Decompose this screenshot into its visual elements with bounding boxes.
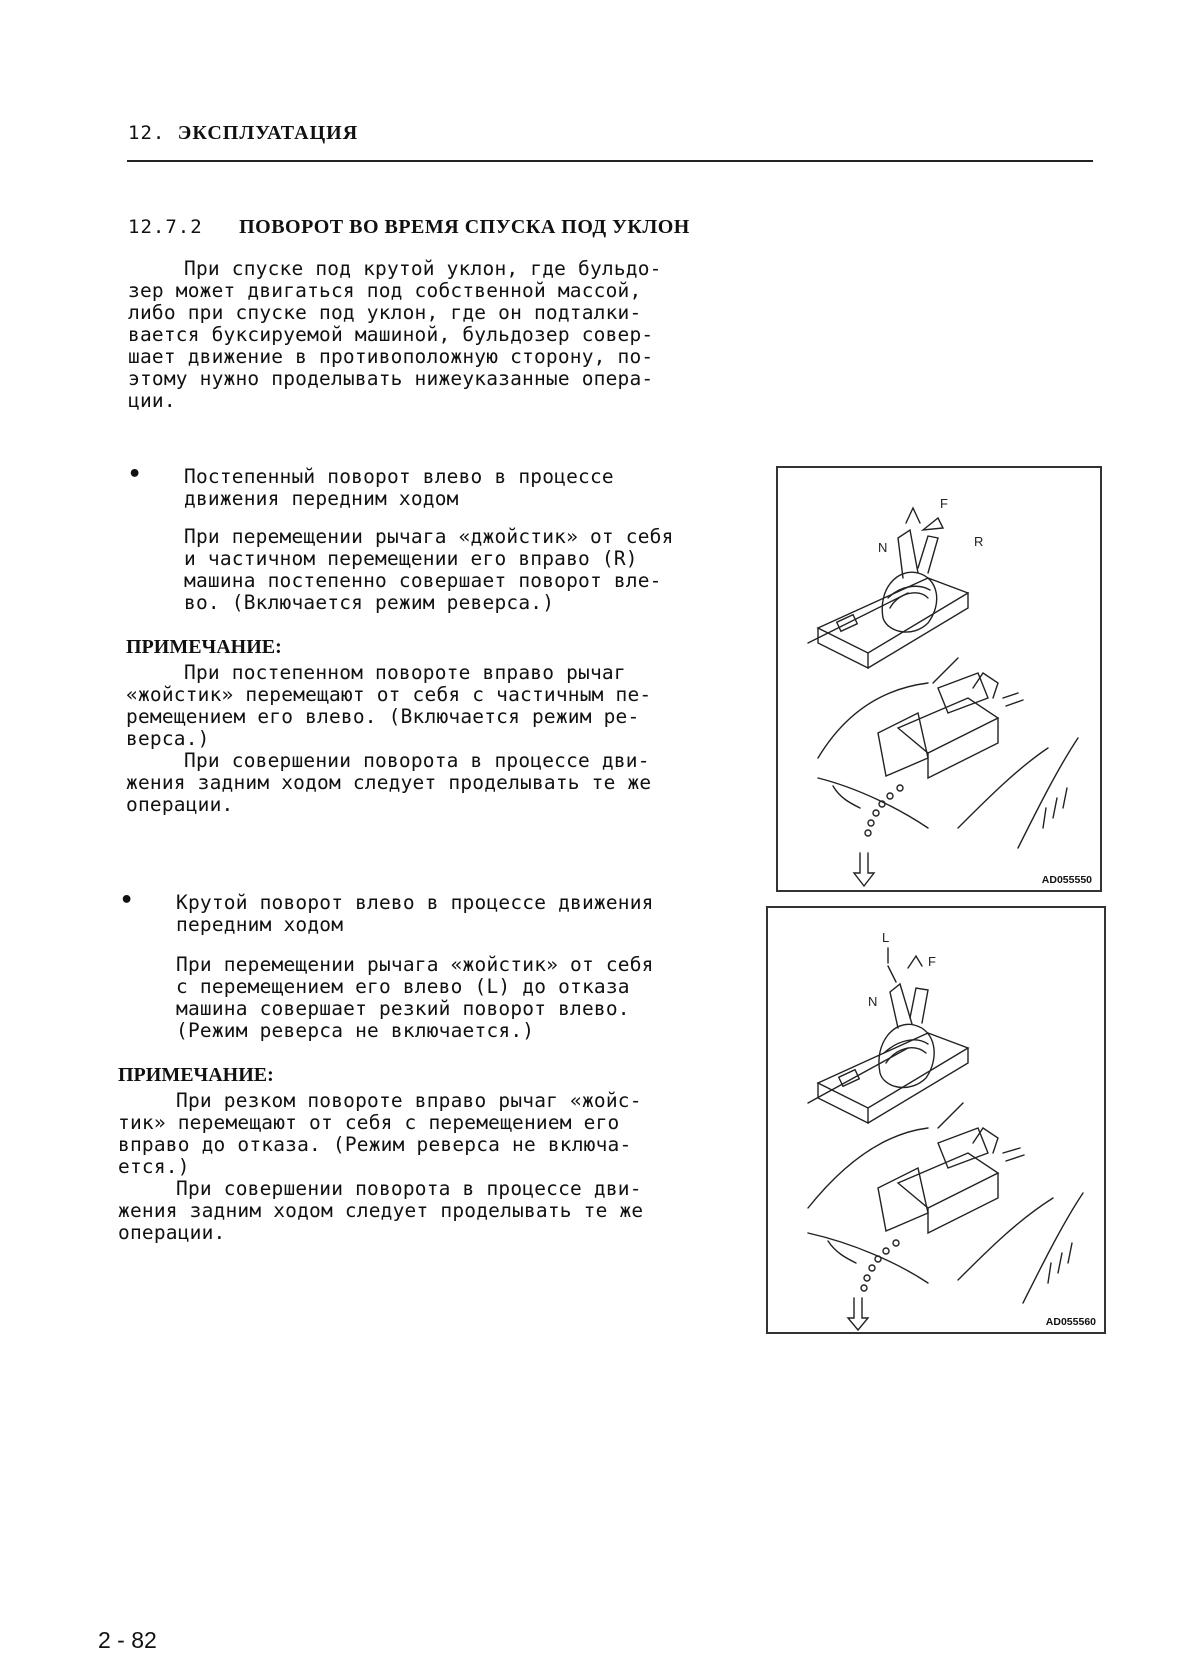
label-left: L bbox=[882, 930, 890, 945]
bullet-mark: • bbox=[128, 462, 142, 487]
text-line: движения передним ходом bbox=[184, 487, 459, 510]
running-header bbox=[128, 122, 358, 145]
section-title: ПОВОРОТ ВО ВРЕМЯ СПУСКА ПОД УКЛОН bbox=[239, 216, 690, 238]
text-line: во. (Включается режим реверса.) bbox=[184, 591, 555, 614]
text-line: Крутой поворот влево в процессе движения bbox=[176, 891, 654, 914]
text-line: ции. bbox=[128, 389, 176, 412]
text-line: зер может двигаться под собственной массой, bbox=[128, 279, 642, 302]
text-line: либо при спуске под уклон, где он подталки- bbox=[128, 301, 642, 324]
section-number: 12.7.2 bbox=[128, 216, 203, 238]
intro-paragraph bbox=[128, 258, 768, 412]
text-line: этому нужно проделывать нижеуказанные опера- bbox=[128, 367, 654, 390]
text-line: жения задним ходом следует проделывать те же bbox=[118, 1199, 644, 1222]
text-line: машина совершает резкий поворот влево. bbox=[176, 997, 630, 1020]
text-line: и частичном перемещении его вправо (R) bbox=[184, 547, 638, 570]
figure-gradual-turn bbox=[776, 466, 1102, 892]
text-line: (Режим реверса не включается.) bbox=[176, 1019, 535, 1042]
text-line: с перемещением его влево (L) до отказа bbox=[176, 975, 630, 998]
text-line: При перемещении рычага «жойстик» от себя bbox=[176, 953, 654, 976]
text-line: При резком повороте вправо рычаг «жойс- bbox=[176, 1089, 642, 1112]
text-line: вправо до отказа. (Режим реверса не включа- bbox=[118, 1133, 632, 1156]
page-number: 2 - 82 bbox=[98, 1627, 157, 1653]
item1-body bbox=[184, 526, 770, 614]
item1-heading bbox=[184, 466, 770, 510]
header-rule bbox=[127, 160, 1093, 162]
label-forward: F bbox=[928, 954, 936, 969]
text-line: верса.) bbox=[126, 727, 210, 750]
figure-code: AD055560 bbox=[1045, 1316, 1096, 1328]
bullet-mark: • bbox=[120, 888, 134, 913]
text-line: При совершении поворота в процессе дви- bbox=[176, 1177, 642, 1200]
section-heading bbox=[128, 216, 690, 239]
label-neutral: N bbox=[878, 540, 888, 555]
text-line: ется.) bbox=[118, 1155, 190, 1178]
text-line: При совершении поворота в процессе дви- bbox=[184, 749, 650, 772]
label-right: R bbox=[974, 534, 984, 549]
text-line: Постепенный поворот влево в процессе bbox=[184, 465, 614, 488]
item2-note bbox=[118, 1090, 762, 1244]
text-line: ремещением его влево. (Включается режим ре- bbox=[126, 705, 640, 728]
note-label: ПРИМЕЧАНИЕ: bbox=[126, 636, 282, 658]
text-line: При перемещении рычага «джойстик» от себя bbox=[184, 525, 674, 548]
text-line: шает движение в противоположную сторону, по- bbox=[128, 345, 654, 368]
text-line: «жойстик» перемещают от себя с частичным пе- bbox=[126, 683, 652, 706]
text-line: операции. bbox=[126, 793, 234, 816]
text-line: передним ходом bbox=[176, 913, 344, 936]
bulldozer-illustration-1 bbox=[778, 468, 1100, 890]
item1-note bbox=[126, 662, 770, 816]
figure-sharp-turn bbox=[766, 906, 1106, 1334]
item2-heading bbox=[176, 892, 762, 936]
header-title: ЭКСПЛУАТАЦИЯ bbox=[177, 122, 359, 144]
text-line: При спуске под крутой уклон, где бульдо- bbox=[184, 257, 662, 280]
text-line: операции. bbox=[118, 1221, 226, 1244]
text-line: вается буксируемой машиной, бульдозер совер- bbox=[128, 323, 654, 346]
header-number: 12. bbox=[128, 122, 166, 144]
figure-code: AD055550 bbox=[1041, 874, 1092, 886]
text-line: жения задним ходом следует проделывать те же bbox=[126, 771, 652, 794]
item2-body bbox=[176, 954, 762, 1042]
text-line: тик» перемещают от себя с перемещением его bbox=[118, 1111, 620, 1134]
text-line: машина постепенно совершает поворот вле- bbox=[184, 569, 662, 592]
note-label: ПРИМЕЧАНИЕ: bbox=[118, 1064, 274, 1086]
label-forward: F bbox=[940, 496, 948, 511]
bulldozer-illustration-2 bbox=[768, 908, 1104, 1332]
text-line: При постепенном повороте вправо рычаг bbox=[184, 661, 626, 684]
label-neutral: N bbox=[868, 994, 878, 1009]
